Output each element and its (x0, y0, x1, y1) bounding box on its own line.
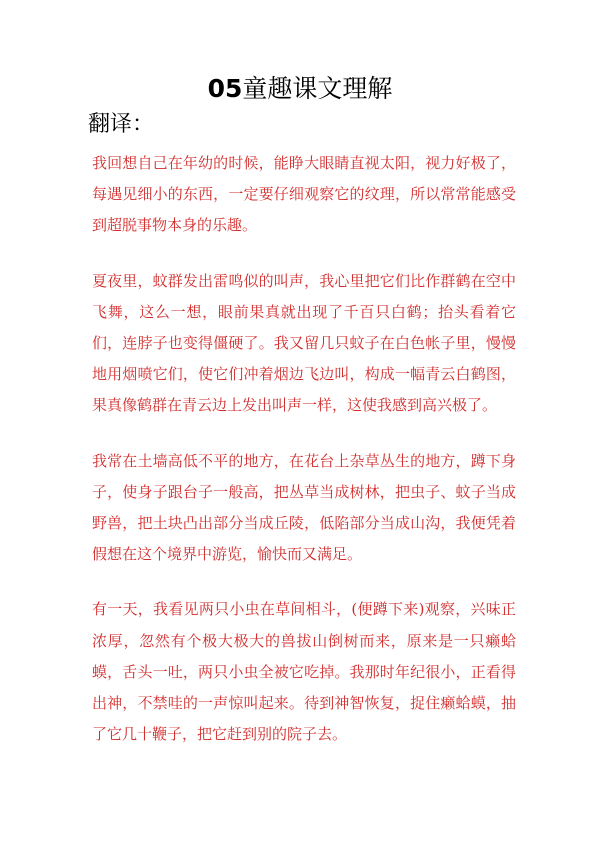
paragraph-1: 我回想自己在年幼的时候，能睁大眼睛直视太阳，视力好极了，每遇见细小的东西，一定要仔细观察它的纹理，所以常常能感受到超脱事物本身的乐趣。 (92, 154, 516, 235)
paragraph-4: 有一天，我看见两只小虫在草间相斗，(便蹲下来)观察，兴味正浓厚，忽然有个极大极大的兽拔山倒树而来，原来是一只癞蛤蟆，舌头一吐，两只小虫全被它吃掉。我那时年纪很小，正看得出神，不禁哇的一声惊叫起来。待到神智恢复，捉住癞蛤蟆，抽了它几十鞭子，把它赶到别的院子去。 (92, 600, 516, 744)
paragraph-2: 夏夜里，蚊群发出雷鸣似的叫声，我心里把它们比作群鹤在空中飞舞，这么一想，眼前果真就出现了千百只白鹤；抬头看着它们，连脖子也变得僵硬了。我又留几只蚊子在白色帐子里，慢慢地用烟喷它们，使它们冲着烟边飞边叫，构成一幅青云白鹤图，果真像鹤群在青云边上发出叫声一样，这使我感到高兴极了。 (92, 271, 516, 415)
page-title (0, 72, 600, 106)
title-text: 童趣课文理解 (242, 74, 393, 103)
paragraph-3: 我常在土墙高低不平的地方，在花台上杂草丛生的地方，蹲下身子，使身子跟台子一般高，把丛草当成树林，把虫子、蚊子当成野兽，把土块凸出部分当成丘陵，低陷部分当成山沟，我便凭着假想在这个境界中游览，愉快而又满足。 (92, 451, 516, 564)
section-heading-translation: 翻译： (88, 112, 155, 137)
translation-body (92, 148, 516, 774)
title-number: 05 (207, 74, 243, 103)
